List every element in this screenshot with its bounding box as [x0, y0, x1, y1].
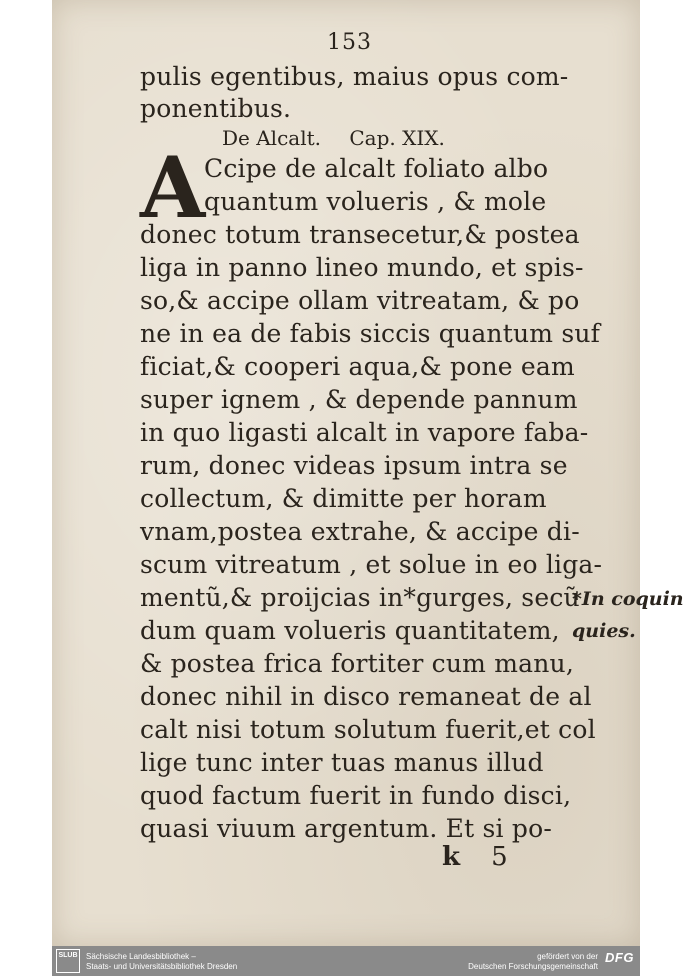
- signature-letter: k: [442, 842, 461, 872]
- footer-left-line: Staats- und Universitätsbibliothek Dresden: [86, 962, 238, 971]
- text-line: scum vitreatum , et solue in eo liga-: [140, 550, 603, 579]
- text-line: quod factum fuerit in fundo disci,: [140, 781, 572, 810]
- text-line: rum, donec videas ipsum intra se: [140, 451, 568, 480]
- margin-note: *In coquin: [572, 588, 684, 610]
- text-line: mentũ,& proijcias in*gurges, secũ: [140, 583, 580, 612]
- chapter-number: Cap. XIX.: [349, 126, 445, 150]
- text-line: liga in panno lineo mundo, et spis-: [140, 253, 584, 282]
- page-number: 153: [327, 30, 372, 55]
- text-line: quantum volueris , & mole: [204, 187, 547, 216]
- text-line: super ignem , & depende pannum: [140, 385, 578, 414]
- footer-right-line: Deutschen Forschungsgemeinschaft: [468, 962, 598, 971]
- chapter-heading: [222, 126, 445, 150]
- footer-left-credit: [86, 952, 237, 972]
- dfg-logo-icon: DFG: [605, 950, 634, 965]
- signature-number: 5: [491, 842, 508, 872]
- footer-left-line: Sächsische Landesbibliothek –: [86, 952, 196, 961]
- text-line: donec nihil in disco remaneat de al: [140, 682, 592, 711]
- text-line: donec totum transecetur,& postea: [140, 220, 580, 249]
- text-line: collectum, & dimitte per horam: [140, 484, 547, 513]
- text-line: Ccipe de alcalt foliato albo: [204, 154, 549, 183]
- text-line: lige tunc inter tuas manus illud: [140, 748, 544, 777]
- text-line: pulis egentibus, maius opus com-: [140, 62, 569, 91]
- slub-logo-icon: SLUB: [56, 949, 80, 973]
- text-line: & postea frica fortiter cum manu,: [140, 649, 574, 678]
- chapter-title: De Alcalt.: [222, 126, 321, 150]
- text-line: ne in ea de fabis siccis quantum suf: [140, 319, 601, 348]
- footer-right-line: gefördert von der: [537, 952, 598, 961]
- margin-note: quies.: [572, 620, 636, 642]
- text-line: ponentibus.: [140, 94, 292, 123]
- drop-cap: A: [140, 138, 206, 237]
- text-line: quasi viuum argentum. Et si po-: [140, 814, 552, 843]
- text-line: dum quam volueris quantitatem,: [140, 616, 560, 645]
- text-line: calt nisi totum solutum fuerit,et col: [140, 715, 596, 744]
- text-line: ficiat,& cooperi aqua,& pone eam: [140, 352, 575, 381]
- text-line: vnam,postea extrahe, & accipe di-: [140, 517, 580, 546]
- footer-right-credit: [468, 952, 598, 972]
- text-line: so,& accipe ollam vitreatam, & po: [140, 286, 580, 315]
- text-line: in quo ligasti alcalt in vapore faba-: [140, 418, 589, 447]
- library-footer: [52, 946, 640, 976]
- book-page: [52, 0, 684, 946]
- signature-mark: [442, 842, 508, 872]
